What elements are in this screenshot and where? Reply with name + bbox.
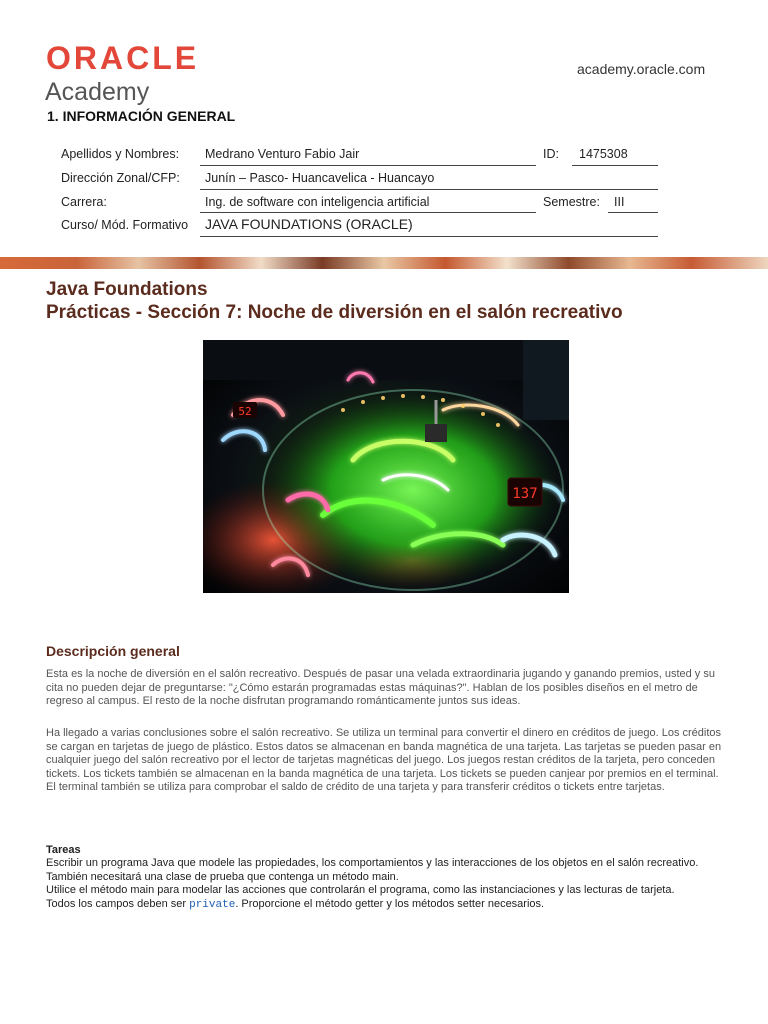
- row-divider: [608, 212, 658, 213]
- task-line-4-post: . Proporcione el método getter y los métodos setter necesarios.: [235, 897, 545, 910]
- academy-logo: Academy: [45, 78, 150, 106]
- label-direccion: Dirección Zonal/CFP:: [61, 171, 180, 185]
- tasks-body: [46, 857, 736, 912]
- task-line-4-pre: Todos los campos deben ser: [46, 897, 190, 910]
- document-subtitle: Prácticas - Sección 7: Noche de diversión en el salón recreativo: [46, 302, 623, 323]
- private-keyword: private: [189, 898, 236, 911]
- value-direccion: Junín – Pasco- Huancavelica - Huancayo: [205, 171, 435, 185]
- section-heading-informacion-general: 1. INFORMACIÓN GENERAL: [47, 108, 236, 124]
- digit-display-a: 137: [512, 486, 538, 502]
- row-divider: [200, 212, 536, 213]
- description-paragraph-2: Ha llegado a varias conclusiones sobre el salón recreativo. Se utiliza un terminal para convertir el dinero en créditos de juego. Los créditos se cargan en tarjetas de juego de plástico. Estos datos se almacenan en banda magnética de una tarjeta. Las tarjetas se pueden pasar en cualquier juego del salón recreativo por el lector de tarjetas magnéticas del juego. Los juegos restan créditos de la tarjeta, pero conceden tickets. Los tickets también se almacenan en la banda magnética de una tarjeta. Los tickets se pueden canjear por premios en el terminal. El terminal también se utiliza para comprobar el saldo de crédito de una tarjeta y para transferir créditos o tickets entre tarjetas.: [46, 727, 722, 793]
- arcade-photo-svg: [203, 340, 569, 593]
- task-line-3: Utilice el método main para modelar las acciones que controlarán el programa, como las instanciaciones y las lecturas de tarjeta.: [46, 884, 675, 896]
- value-curso: JAVA FOUNDATIONS (ORACLE): [205, 216, 413, 232]
- row-divider: [200, 189, 658, 190]
- task-line-4: [46, 898, 736, 913]
- description-paragraph-1: Esta es la noche de diversión en el salón recreativo. Después de pasar una velada extraordinaria jugando y ganando premios, usted y su cita no pueden dejar de preguntarse: "¿Cómo estarán programadas estas máquinas?". Hablan de los posibles diseños en el metro de regreso al campus. El resto de la noche disfrutan programando románticamente juntos sus ideas.: [46, 668, 715, 707]
- arcade-photo: [203, 340, 569, 593]
- label-carrera: Carrera:: [61, 195, 107, 209]
- tasks-heading: Tareas: [46, 844, 81, 856]
- oracle-logo: ORACLE: [46, 40, 200, 76]
- row-divider: [200, 165, 536, 166]
- value-id: 1475308: [579, 147, 628, 161]
- label-semestre: Semestre:: [543, 195, 600, 209]
- row-divider: [200, 236, 658, 237]
- value-apellidos: Medrano Venturo Fabio Jair: [205, 147, 360, 161]
- value-carrera: Ing. de software con inteligencia artificial: [205, 195, 430, 209]
- decorative-banner: [0, 257, 768, 269]
- label-id: ID:: [543, 147, 559, 161]
- digit-display-b: 52: [238, 405, 252, 418]
- document-title: Java Foundations: [46, 279, 208, 300]
- task-line-1: Escribir un programa Java que modele las propiedades, los comportamientos y las interacciones de los objetos en el salón recreativo.: [46, 857, 699, 869]
- site-url: academy.oracle.com: [577, 61, 706, 77]
- label-apellidos: Apellidos y Nombres:: [61, 147, 180, 161]
- description-heading: Descripción general: [46, 643, 180, 659]
- value-semestre: III: [614, 195, 625, 209]
- label-curso: Curso/ Mód. Formativo: [61, 218, 189, 232]
- task-line-2: También necesitará una clase de prueba que contenga un método main.: [46, 870, 399, 883]
- row-divider: [572, 165, 658, 166]
